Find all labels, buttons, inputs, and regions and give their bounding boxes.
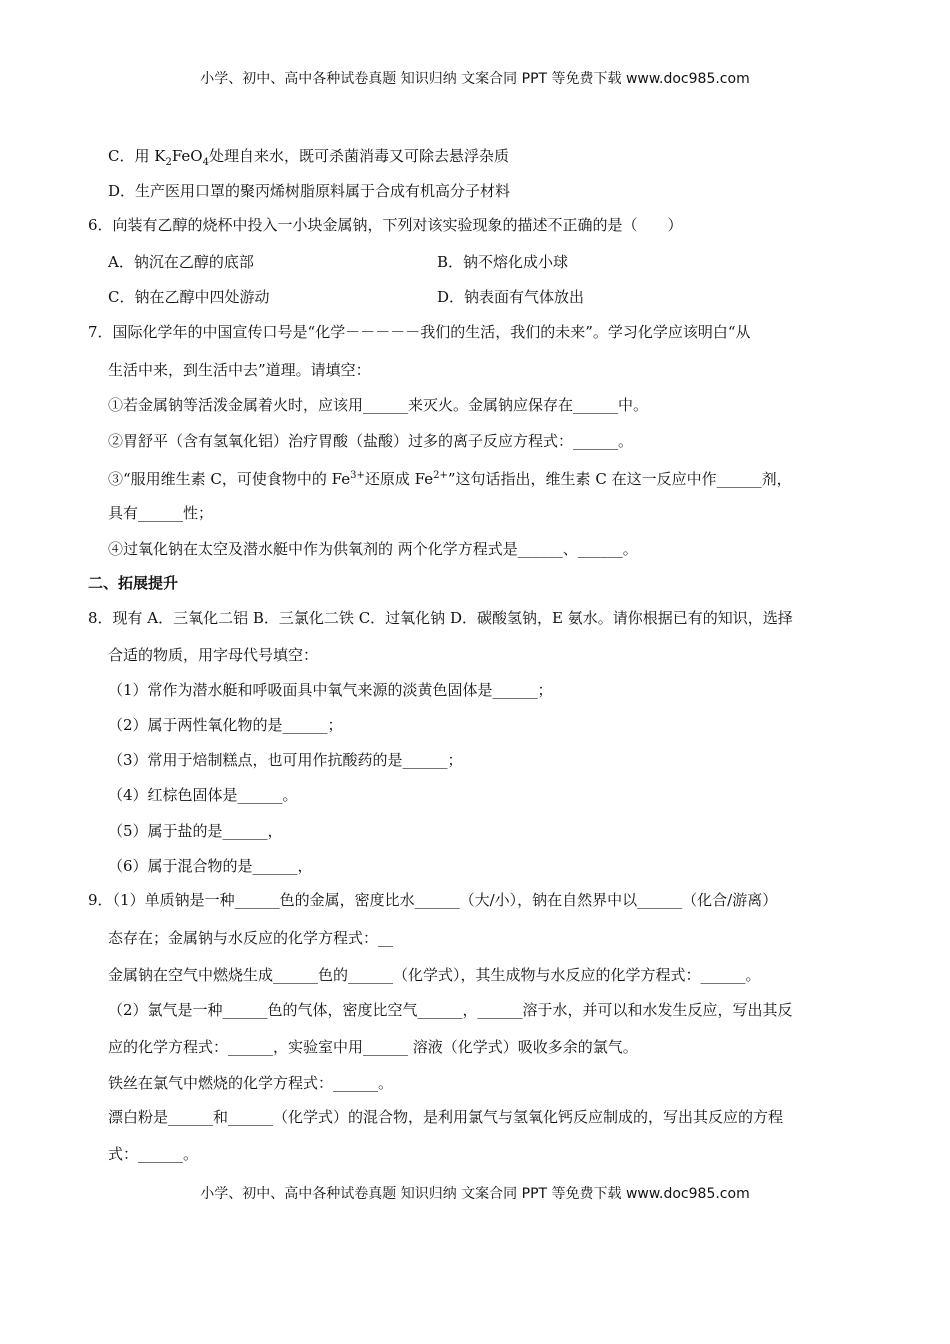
q8-part6: （6）属于混合物的是______， xyxy=(108,857,313,875)
q8-part4: （4）红棕色固体是______。 xyxy=(108,786,298,804)
q7-part1: ①若金属钠等活泼金属着火时，应该用______来灭火。金属钠应保存在______中。 xyxy=(108,396,649,414)
q7-part3-sup2: 2+ xyxy=(433,470,448,481)
q5-option-c xyxy=(108,146,509,173)
q6-stem: 6．向装有乙醇的烧杯中投入一小块金属钠，下列对该实验现象的描述不正确的是（ ） xyxy=(88,216,683,234)
q6-option-a: A．钠沉在乙醇的底部 xyxy=(108,253,254,271)
q5-option-c-mid: FeO xyxy=(171,147,203,165)
q6-option-b: B．钠不熔化成小球 xyxy=(437,253,569,271)
q7-part3-c: ”这句话指出，维生素 C 在这一反应中作______剂， xyxy=(447,470,792,488)
q9-line5: 应的化学方程式：______，实验室中用______ 溶液（化学式）吸收多余的氯气。 xyxy=(108,1038,638,1056)
page-footer: 小学、初中、高中各种试卷真题 知识归纳 文案合同 PPT 等免费下载 www.doc985.com xyxy=(200,1186,750,1202)
q7-stem-line2: 生活中来，到生活中去”道理。请填空： xyxy=(108,361,371,379)
q5-option-c-prefix: C．用 K xyxy=(108,147,166,165)
section-title: 二、拓展提升 xyxy=(88,574,179,592)
q7-part3-sup1: 3+ xyxy=(350,470,365,481)
q7-stem-line1: 7．国际化学年的中国宣传口号是“化学－－－－－我们的生活，我们的未来”。学习化学应该明白“从 xyxy=(88,323,751,341)
q9-line4: （2）氯气是一种______色的气体，密度比空气______，______溶于水，并可以和水发生反应，写出其反 xyxy=(108,1001,793,1019)
q9-line6: 铁丝在氯气中燃烧的化学方程式：______。 xyxy=(108,1074,394,1092)
q8-part5: （5）属于盐的是______， xyxy=(108,822,283,840)
q9-line2: 态存在；金属钠与水反应的化学方程式：__ xyxy=(108,929,394,947)
q6-option-d: D．钠表面有气体放出 xyxy=(437,288,585,306)
q5-option-c-sub2: 4 xyxy=(202,157,209,168)
page-header: 小学、初中、高中各种试卷真题 知识归纳 文案合同 PPT 等免费下载 www.doc985.com xyxy=(200,71,750,87)
q7-part3-a: ③“服用维生素 C，可使食物中的 Fe xyxy=(108,470,351,488)
q5-option-c-sub1: 2 xyxy=(165,157,172,168)
q7-part3-line2: 具有______性； xyxy=(108,504,214,522)
q8-stem-line2: 合适的物质，用字母代号填空： xyxy=(108,646,319,664)
q7-part3 xyxy=(108,466,792,489)
q7-part4: ④过氧化钠在太空及潜水艇中作为供氧剂的 两个化学方程式是______、______。 xyxy=(108,540,638,558)
q9-line3: 金属钠在空气中燃烧生成______色的______（化学式），其生成物与水反应的化学方程式：______。 xyxy=(108,966,761,984)
q9-line1: 9．（1）单质钠是一种______色的金属，密度比水______（大/小），钠在自然界中以______（化合/游离） xyxy=(88,891,778,909)
q8-part3: （3）常用于焙制糕点，也可用作抗酸药的是______； xyxy=(108,751,463,769)
q9-line8: 式：______。 xyxy=(108,1145,199,1163)
q6-option-c: C．钠在乙醇中四处游动 xyxy=(108,288,270,306)
q7-part3-b: 还原成 Fe xyxy=(364,470,434,488)
q7-part2: ②胃舒平（含有氢氧化铝）治疗胃酸（盐酸）过多的离子反应方程式：______。 xyxy=(108,432,634,450)
q8-part2: （2）属于两性氧化物的是______； xyxy=(108,716,343,734)
q8-part1: （1）常作为潜水艇和呼吸面具中氧气来源的淡黄色固体是______； xyxy=(108,681,553,699)
q5-option-d: D．生产医用口罩的聚丙烯树脂原料属于合成有机高分子材料 xyxy=(108,182,511,200)
q8-stem-line1: 8．现有 A．三氧化二铝 B．三氯化二铁 C．过氧化钠 D．碳酸氢钠，E 氨水。请你根据已有的知识，选择 xyxy=(88,609,793,627)
q9-line7: 漂白粉是______和______（化学式）的混合物，是利用氯气与氢氧化钙反应制成的，写出其反应的方程 xyxy=(108,1108,784,1126)
q5-option-c-suffix: 处理自来水，既可杀菌消毒又可除去悬浮杂质 xyxy=(208,147,509,165)
